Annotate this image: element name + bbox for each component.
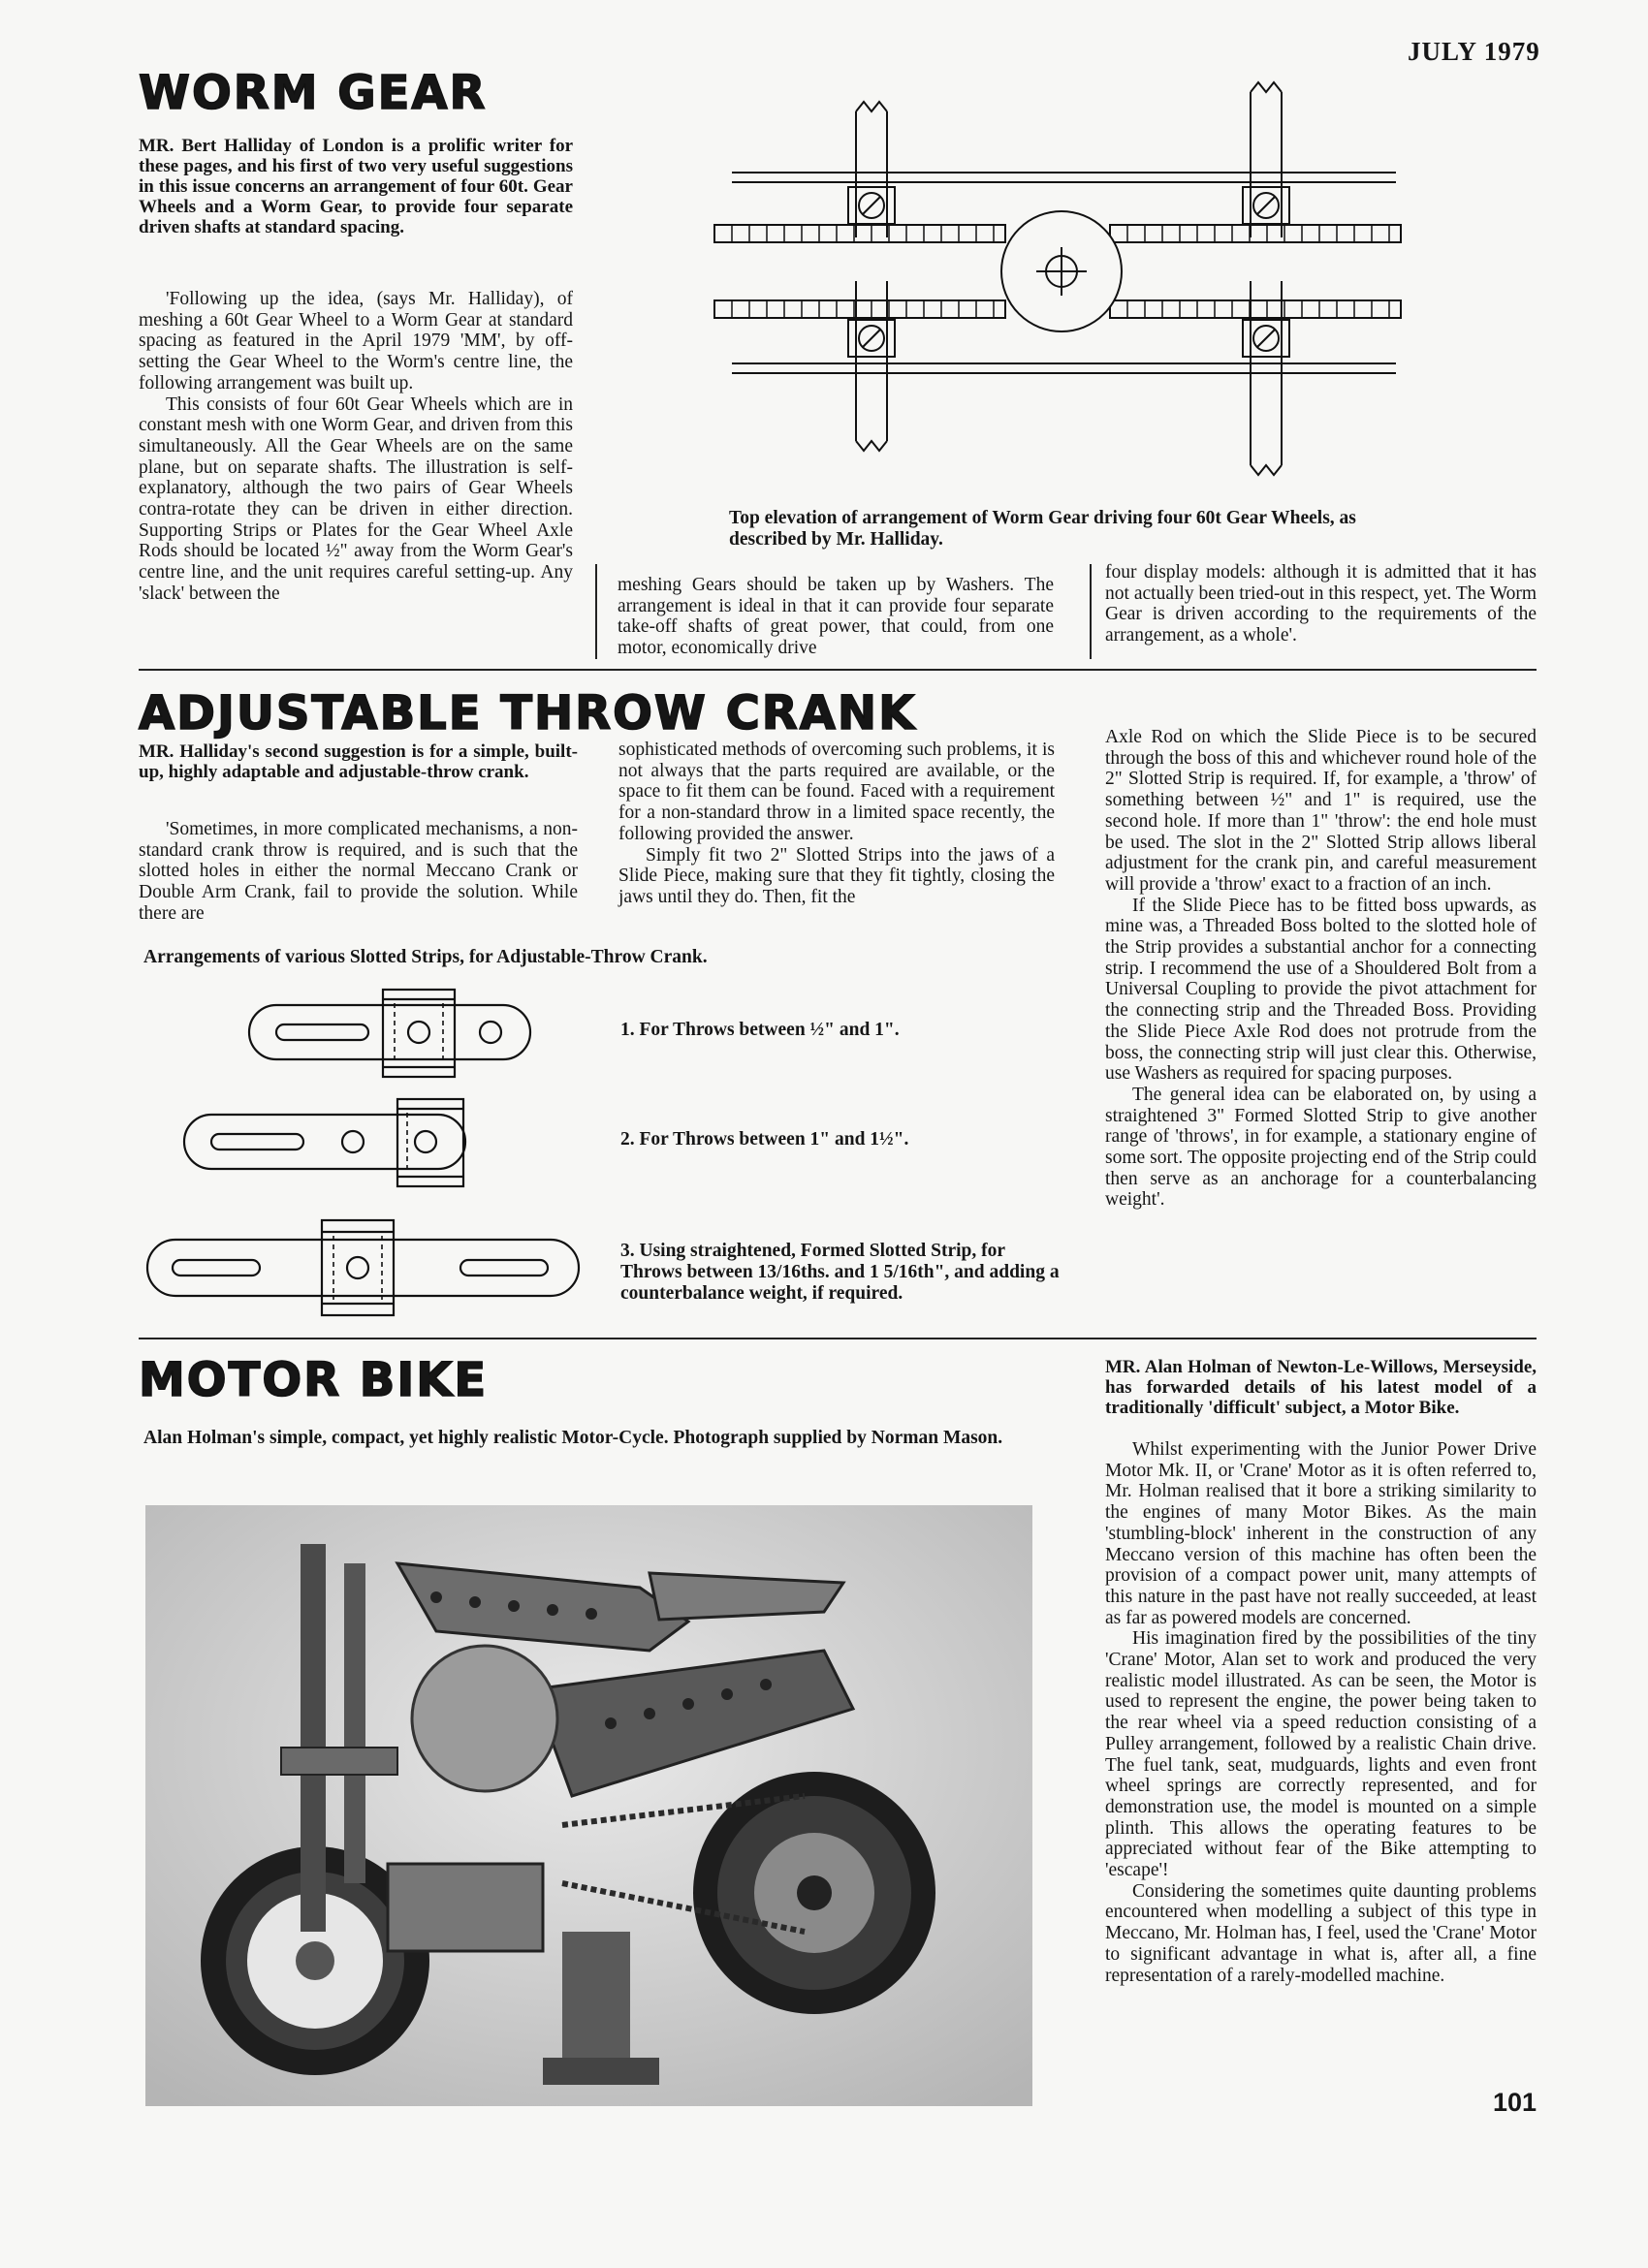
column-divider	[595, 564, 597, 659]
worm-gear-paragraph-3: meshing Gears should be taken up by Washers. The arrangement is ideal in that it can provide four separate take-off shafts of great power, that could, from one motor, economically drive	[618, 575, 1054, 659]
crank-figure-item-2: 2. For Throws between 1" and 1½".	[620, 1129, 909, 1150]
crank-paragraph-4: Axle Rod on which the Slide Piece is to be secured through the boss of this and whichever round hole of the 2" Slotted Strip is required. If, for example, a 'throw' of something between ½" and 1" is required, use the second hole. If more than 1" 'throw': the end hole must be used. The slot in the 2" Slotted Strip allows liberal adjustment for the crank pin, and careful measurement will provide a 'throw' exact to a fraction of an inch.	[1105, 727, 1537, 895]
motor-bike-photo-caption: Alan Holman's simple, compact, yet highly realistic Motor-Cycle. Photograph supplied by Norman Mason.	[143, 1428, 1003, 1448]
crank-figure-item-1: 1. For Throws between ½" and 1".	[620, 1020, 900, 1040]
worm-gear-column-3	[1105, 562, 1537, 646]
motor-bike-paragraph-2: His imagination fired by the possibilities of the tiny 'Crane' Motor, Alan set to work and produced the very realistic model illustrated. As can be seen, the Motor is used to represent the engine, the power being taken to the rear wheel via a speed reduction consisting of a Pulley arrangement, followed by a realistic Chain drive. The fuel tank, seat, mudguards, lights and even front wheel springs are correctly represented, and for demonstration use, the model is mounted on a simple plinth. This allows the operating features to be appreciated without fear of the Bike attempting to 'escape'!	[1105, 1628, 1537, 1881]
motor-bike-column	[1105, 1357, 1537, 1986]
slotted-strip-diagram-3	[145, 1214, 582, 1321]
crank-paragraph-3: Simply fit two 2" Slotted Strips into the jaws of a Slide Piece, making sure that they fit tightly, closing the jaws until they do. Then, fit the	[618, 844, 1055, 907]
crank-lead: MR. Halliday's second suggestion is for a simple, built-up, highly adaptable and adjustable-throw crank.	[139, 741, 578, 782]
worm-gear-column-2	[618, 575, 1054, 659]
slotted-strip-diagram-1	[247, 984, 538, 1081]
worm-gear-figure-caption: Top elevation of arrangement of Worm Gear driving four 60t Gear Wheels, as described by Mr. Halliday.	[729, 508, 1356, 550]
crank-headline: ADJUSTABLE THROW CRANK	[139, 686, 917, 740]
crank-figure-item-3: 3. Using straightened, Formed Slotted Strip, for Throws between 13/16ths. and 1 5/16th", and adding a counterbalance weight, if required.	[620, 1241, 1060, 1304]
motor-bike-illustration	[145, 1505, 1032, 2106]
crank-paragraph-6: The general idea can be elaborated on, by using a straightened 3" Formed Slotted Strip to give another range of 'throws', in for example, a stationary engine of some sort. The opposite projecting end of the Strip could then serve as an anchorage for a counterbalancing weight'.	[1105, 1084, 1537, 1211]
worm-gear-paragraph-2: This consists of four 60t Gear Wheels which are in constant mesh with one Worm Gear, and driven from this simultaneously. All the Gear Wheels are on the same plane, but on separate shafts. The illustration is self-explanatory, although the two pairs of Gear Wheels contra-rotate they can be driven in either direction. Supporting Strips or Plates for the Gear Wheel Axle Rods should be located ½" away from the Worm Gear's centre line, and the unit requires careful setting-up. Any 'slack' between the	[139, 394, 573, 604]
crank-paragraph-2: sophisticated methods of overcoming such problems, it is not always that the parts required are available, or the space to fit them can be found. Faced with a requirement for a non-standard throw in a limited space recently, the following provided the answer.	[618, 740, 1055, 844]
motor-bike-paragraph-1: Whilst experimenting with the Junior Power Drive Motor Mk. II, or 'Crane' Motor as it is often referred to, Mr. Holman realised that it bore a striking similarity to the engines of many Motor Bikes. As the main 'stumbling-block' inherent in the construction of any Meccano version of this machine has often been the provision of a compact power unit, many attempts of this nature in the past have not really succeeded, at least as far as powered models are concerned.	[1105, 1439, 1537, 1628]
crank-paragraph-1: 'Sometimes, in more complicated mechanisms, a non-standard crank throw is required, and is such that the slotted holes in either the normal Meccano Crank or Double Arm Crank, fail to provide the solution. While there are	[139, 819, 578, 924]
column-divider	[1090, 564, 1092, 659]
worm-gear-column-1	[139, 289, 573, 605]
worm-gear-headline: WORM GEAR	[139, 66, 488, 120]
section-rule	[139, 669, 1537, 671]
section-rule	[139, 1338, 1537, 1339]
motor-bike-photo	[145, 1505, 1032, 2106]
motor-bike-paragraph-3: Considering the sometimes quite daunting problems encountered when modelling a subject of this type in Meccano, Mr. Holman has, I feel, used the 'Crane' Motor to significant advantage in what is, after all, a fine representation of a rarely-modelled machine.	[1105, 1880, 1537, 1986]
crank-column-2	[618, 740, 1055, 908]
worm-gear-diagram	[703, 73, 1440, 489]
worm-gear-paragraph-1: 'Following up the idea, (says Mr. Halliday), of meshing a 60t Gear Wheel to a Worm Gear at standard spacing as featured in the April 1979 'MM', by off-setting the Gear Wheel to the Worm's centre line, the following arrangement was built up.	[139, 289, 573, 394]
crank-column-1	[139, 819, 578, 925]
motor-bike-headline: MOTOR BIKE	[139, 1353, 489, 1407]
crank-figure-heading: Arrangements of various Slotted Strips, for Adjustable-Throw Crank.	[143, 947, 708, 967]
slotted-strip-diagram-2	[182, 1093, 473, 1190]
issue-date: JULY 1979	[1408, 37, 1540, 66]
motor-bike-lead: MR. Alan Holman of Newton-Le-Willows, Merseyside, has forwarded details of his latest model of a traditionally 'difficult' subject, a Motor Bike.	[1105, 1357, 1537, 1418]
worm-gear-paragraph-4: four display models: although it is admitted that it has not actually been tried-out in this respect, yet. The Worm Gear is driven according to the requirements of the arrangement, as a whole'.	[1105, 562, 1537, 646]
page-number: 101	[1493, 2088, 1537, 2117]
crank-column-3	[1105, 727, 1537, 1211]
worm-gear-lead: MR. Bert Halliday of London is a prolific writer for these pages, and his first of two very useful suggestions in this issue concerns an arrangement of four 60t. Gear Wheels and a Worm Gear, to provide four separate driven shafts at standard spacing.	[139, 136, 573, 237]
crank-paragraph-5: If the Slide Piece has to be fitted boss upwards, as mine was, a Threaded Boss bolted to the slotted hole of the Strip provides a substantial anchor for a connecting strip. I recommend the use of a Shouldered Bolt from a Universal Coupling to provide the pivot attachment for the connecting strip and the Threaded Boss. Providing the Slide Piece Axle Rod does not protrude from the boss, the connecting strip will just clear this. Otherwise, use Washers as required for spacing purposes.	[1105, 895, 1537, 1085]
